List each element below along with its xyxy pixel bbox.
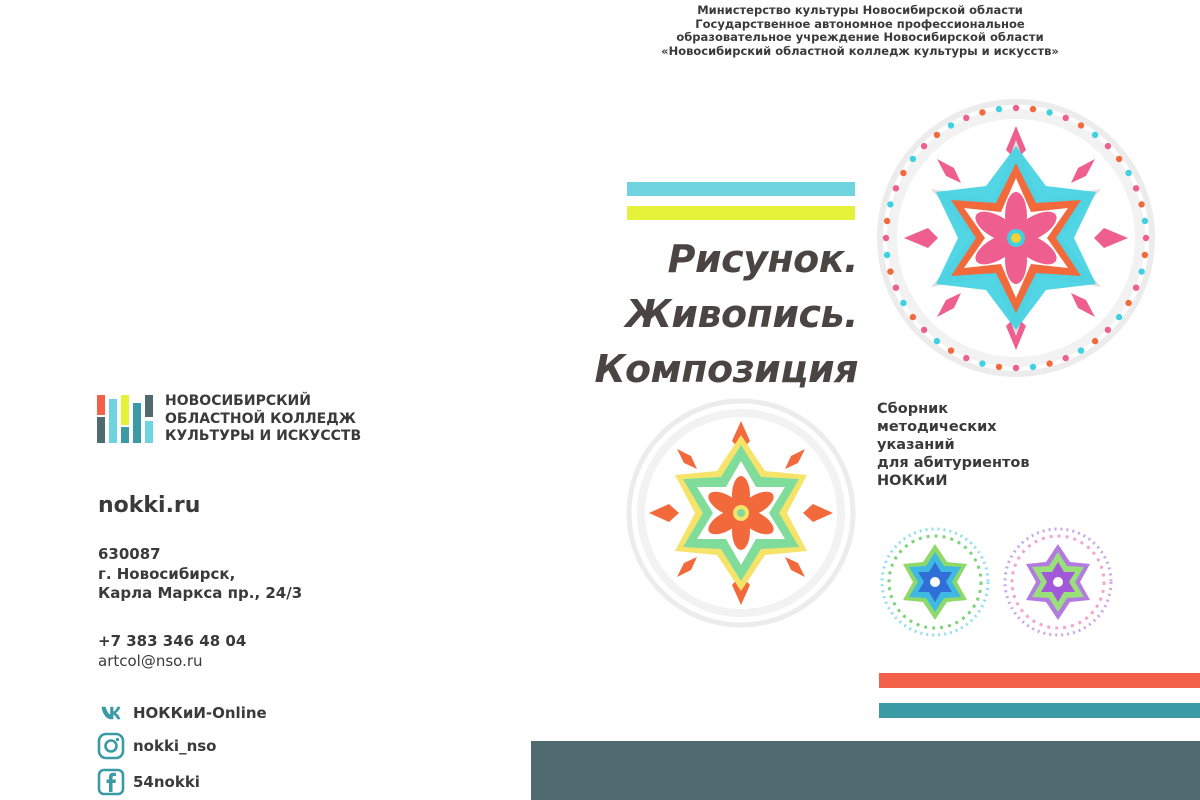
social-instagram[interactable] — [97, 732, 217, 760]
subtitle-line: методических — [877, 419, 997, 435]
mandala-dot — [1078, 347, 1084, 353]
header-line: «Новосибирский областной колледж культуры и искусств» — [661, 43, 1059, 58]
mandala-dot — [921, 327, 927, 333]
email-link[interactable]: artcol@nso.ru — [98, 651, 203, 670]
mandala-dot — [900, 170, 906, 176]
teal-stripe — [879, 703, 1200, 718]
mandala-dot — [1030, 106, 1036, 112]
college-logo — [97, 395, 157, 445]
mandala-dot — [1046, 109, 1052, 115]
mandala-dot — [1105, 143, 1111, 149]
mandala-dot — [893, 285, 899, 291]
mandala-dot — [1142, 218, 1148, 224]
address-line: Карла Маркса пр., 24/3 — [98, 584, 303, 602]
mandala-dot — [1116, 156, 1122, 162]
mandala-small-purple — [1003, 527, 1113, 637]
title-line: Живопись. — [625, 292, 858, 336]
mandala-dot — [883, 235, 889, 241]
subtitle-line: Сборник — [877, 401, 949, 417]
instagram-icon — [97, 732, 125, 760]
mandala-dot — [921, 143, 927, 149]
mandala-dot — [1105, 327, 1111, 333]
mandala-dot — [934, 338, 940, 344]
mandala-dot — [1013, 105, 1019, 111]
mandala-dot — [887, 201, 893, 207]
mandala-dot — [1125, 170, 1131, 176]
mandala-dot — [963, 355, 969, 361]
logo-line: НОВОСИБИРСКИЙ — [165, 393, 311, 409]
mandala-dot — [963, 115, 969, 121]
postal-address — [98, 545, 302, 604]
logo-line: КУЛЬТУРЫ И ИСКУССТВ — [165, 428, 362, 444]
mandala-dot — [884, 218, 890, 224]
mandala-small-blue — [880, 527, 990, 637]
mandala-dot — [948, 122, 954, 128]
social-label: НОККиИ-Online — [133, 704, 267, 722]
ministry-header — [620, 4, 1100, 58]
mandala-dot — [996, 364, 1002, 370]
mandala-dot — [1133, 285, 1139, 291]
book-title — [560, 232, 858, 397]
social-label: 54nokki — [133, 773, 200, 791]
mandala-dot — [934, 132, 940, 138]
mandala-dot — [979, 109, 985, 115]
mandala-dot — [1030, 364, 1036, 370]
contact-info — [98, 632, 246, 671]
header-line: Министерство культуры Новосибирской области — [697, 3, 1023, 17]
subtitle-line: указаний — [877, 437, 955, 453]
mandala-medium — [624, 396, 858, 630]
mandala-dot — [1046, 360, 1052, 366]
facebook-icon — [97, 768, 125, 796]
mandala-dot — [996, 106, 1002, 112]
mandala-dot — [900, 300, 906, 306]
title-line: Композиция — [594, 347, 858, 391]
mandala-dot — [1063, 355, 1069, 361]
website-link[interactable]: nokki.ru — [98, 493, 201, 518]
mandala-dot — [948, 347, 954, 353]
header-line: образовательное учреждение Новосибирской области — [676, 30, 1044, 44]
book-subtitle — [877, 400, 1077, 490]
mandala-dot — [1142, 252, 1148, 258]
mandala-dot — [1116, 314, 1122, 320]
mandala-dot — [910, 156, 916, 162]
mandala-dot — [1013, 365, 1019, 371]
yellow-stripe — [627, 206, 855, 220]
mandala-dot — [1125, 300, 1131, 306]
mandala-dot — [1133, 185, 1139, 191]
college-logo-text — [165, 393, 361, 446]
address-line: г. Новосибирск, — [98, 564, 236, 583]
mandala-dot — [1143, 235, 1149, 241]
vk-icon — [97, 702, 125, 724]
logo-line: ОБЛАСТНОЙ КОЛЛЕДЖ — [165, 410, 356, 427]
header-line: Государственное автономное профессиональное — [695, 16, 1025, 31]
mandala-dot — [979, 360, 985, 366]
social-label: nokki_nso — [133, 737, 217, 755]
social-vk[interactable] — [97, 702, 267, 724]
mandala-dot — [1138, 268, 1144, 274]
bottom-color-bar — [531, 741, 1200, 800]
mandala-dot — [1092, 338, 1098, 344]
mandala-dot — [1138, 201, 1144, 207]
mandala-dot — [1078, 122, 1084, 128]
mandala-dot — [910, 314, 916, 320]
social-facebook[interactable] — [97, 768, 200, 796]
mandala-large — [876, 98, 1156, 378]
cyan-stripe — [627, 182, 855, 196]
title-line: Рисунок. — [667, 237, 858, 281]
mandala-dot — [884, 252, 890, 258]
mandala-dot — [1092, 132, 1098, 138]
mandala-dot — [887, 268, 893, 274]
mandala-dot — [893, 185, 899, 191]
address-line: 630087 — [98, 545, 161, 563]
subtitle-line: для абитуриентов — [877, 455, 1030, 471]
coral-stripe — [879, 673, 1200, 688]
subtitle-line: НОККиИ — [877, 473, 948, 489]
mandala-dot — [1063, 115, 1069, 121]
phone-number[interactable]: +7 383 346 48 04 — [98, 632, 247, 650]
